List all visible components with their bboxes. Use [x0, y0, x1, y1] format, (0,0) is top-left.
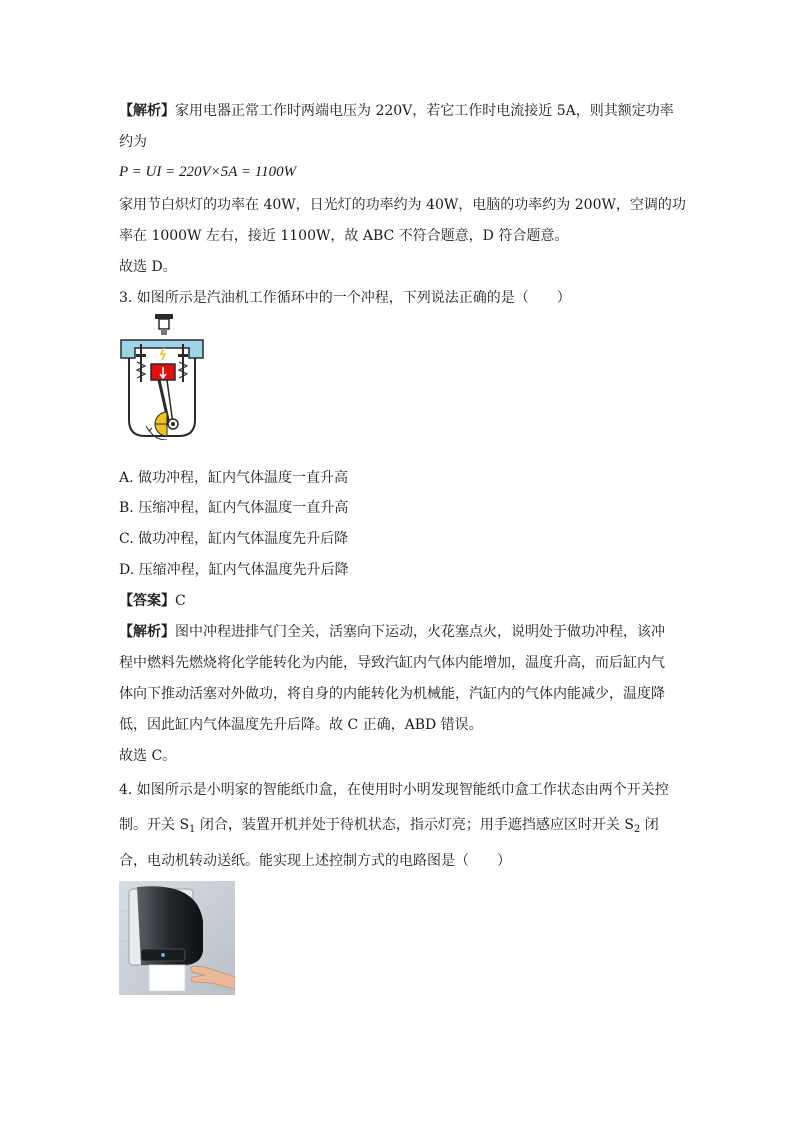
q3-explain-line3: 体向下推动活塞对外做功，将自身的内能转化为机械能，汽缸内的气体内能减少，温度降: [119, 686, 665, 702]
q3-explain-line1: 【解析】图中冲程进排气门全关，活塞向下运动，火花塞点火，说明处于做功冲程，该冲: [119, 624, 665, 640]
tissue-dispenser-photo: [119, 881, 235, 995]
q2-explain-line1: 【解析】家用电器正常工作时两端电压为 220V，若它工作时电流接近 5A，则其额定功率: [119, 103, 674, 119]
q3-option-a: A. 做功冲程，缸内气体温度一直升高: [119, 470, 349, 486]
q2-explain-line3: 家用节白炽灯的功率在 40W，日光灯的功率约为 40W，电脑的功率约为 200W，空调的功: [119, 197, 686, 213]
q3-answer: 【答案】C: [119, 593, 186, 609]
explain-tag: 【解析】: [119, 103, 175, 119]
power-formula: P = UI = 220V×5A = 1100W: [119, 164, 297, 180]
q3-explain-line4: 低，因此缸内气体温度先升后降。故 C 正确，ABD 错误。: [119, 717, 483, 733]
q3-option-c: C. 做功冲程，缸内气体温度先升后降: [119, 531, 349, 547]
q3-conclusion: 故选 C。: [119, 748, 177, 764]
q4-stem-line2: 制。开关 $S_1$ 闭合，装置开机并处于待机状态，指示灯亮；用手遮挡感应区时开关 $S_2$ 闭: [119, 817, 659, 835]
explain-tag: 【解析】: [119, 624, 175, 640]
q2-explain-line2: 约为: [119, 134, 147, 150]
q3-option-b: B. 压缩冲程，缸内气体温度一直升高: [119, 500, 349, 516]
q4-stem-line3: 合，电动机转动送纸。能实现上述控制方式的电路图是（ ）: [119, 853, 511, 869]
q4-stem-line1: 4. 如图所示是小明家的智能纸巾盒，在使用时小明发现智能纸巾盒工作状态由两个开关控: [119, 782, 669, 798]
q3-stem: 3. 如图所示是汽油机工作循环中的一个冲程，下列说法正确的是（ ）: [119, 290, 571, 306]
answer-tag: 【答案】: [119, 593, 175, 609]
q2-explain-line4: 率在 1000W 左右，接近 1100W，故 ABC 不符合题意，D 符合题意。: [119, 228, 569, 244]
q3-option-d: D. 压缩冲程，缸内气体温度先升后降: [119, 562, 349, 578]
q3-explain-line2: 程中燃料先燃烧将化学能转化为内能，导致汽缸内气体内能增加，温度升高，而后缸内气: [119, 655, 665, 671]
engine-stroke-diagram: [119, 312, 205, 440]
q2-conclusion: 故选 D。: [119, 259, 177, 275]
